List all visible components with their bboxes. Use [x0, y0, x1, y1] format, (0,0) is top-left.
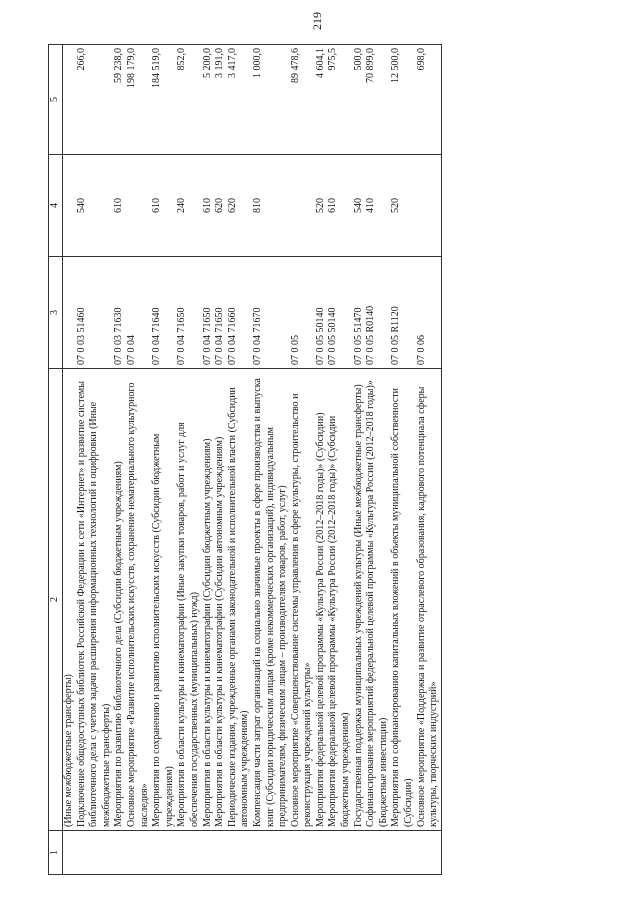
row-sum-cell: 1 000,0	[252, 45, 290, 155]
row-number-cell	[151, 831, 176, 875]
row-vr-cell: 620	[227, 155, 252, 257]
row-name-cell: Основное мероприятие «Совершенствование системы управления в сфере культуры, строительство и реконструкция учреждений культуры»	[290, 369, 315, 831]
row-code-cell: 07 0 05 50140	[327, 257, 352, 369]
row-code-cell: 07 0 04	[126, 257, 151, 369]
row-number-cell	[176, 831, 201, 875]
table-body	[63, 45, 442, 875]
row-sum-cell: 4 604,1	[315, 45, 328, 155]
table-row	[327, 45, 352, 875]
table-row	[227, 45, 252, 875]
table-row	[390, 45, 415, 875]
col-header-5: 5	[49, 45, 63, 155]
row-vr-cell: 410	[365, 155, 390, 257]
row-number-cell	[126, 831, 151, 875]
row-vr-cell	[290, 155, 315, 257]
table-row	[202, 45, 215, 875]
row-number-cell	[290, 831, 315, 875]
row-sum-cell: 198 179,0	[126, 45, 151, 155]
row-code-cell	[63, 257, 76, 369]
row-sum-cell: 266,0	[76, 45, 114, 155]
row-number-cell	[63, 831, 76, 875]
row-code-cell: 07 0 05	[290, 257, 315, 369]
row-sum-cell: 59 238,0	[113, 45, 126, 155]
row-code-cell: 07 0 05 R1120	[390, 257, 415, 369]
row-number-cell	[202, 831, 215, 875]
table-row	[214, 45, 227, 875]
row-sum-cell: 3 417,0	[227, 45, 252, 155]
row-sum-cell: 5 200,0	[202, 45, 215, 155]
row-code-cell: 07 0 04 71670	[252, 257, 290, 369]
row-vr-cell: 610	[327, 155, 352, 257]
row-vr-cell	[63, 155, 76, 257]
row-sum-cell: 70 899,0	[365, 45, 390, 155]
col-header-3: 3	[49, 257, 63, 369]
row-vr-cell: 520	[315, 155, 328, 257]
row-number-cell	[327, 831, 352, 875]
row-code-cell: 07 0 03 51460	[76, 257, 114, 369]
row-number-cell	[252, 831, 290, 875]
row-vr-cell	[416, 155, 442, 257]
row-name-cell: (Иные межбюджетные трансферты)	[63, 369, 76, 831]
row-name-cell: Мероприятия по сохранению и развитию исполнительских искусств (Субсидии бюджетным учреждениям)	[151, 369, 176, 831]
table-row	[365, 45, 390, 875]
row-code-cell: 07 0 04 71650	[176, 257, 201, 369]
row-sum-cell: 12 500,0	[390, 45, 415, 155]
col-header-4: 4	[49, 155, 63, 257]
row-sum-cell	[63, 45, 76, 155]
row-sum-cell: 698,0	[416, 45, 442, 155]
table-row	[416, 45, 442, 875]
row-sum-cell: 89 478,6	[290, 45, 315, 155]
row-number-cell	[365, 831, 390, 875]
table-row	[176, 45, 201, 875]
col-header-1: 1	[49, 831, 63, 875]
row-number-cell	[227, 831, 252, 875]
row-code-cell: 07 0 04 71660	[227, 257, 252, 369]
table-row	[315, 45, 328, 875]
row-vr-cell: 610	[151, 155, 176, 257]
col-header-2: 2	[49, 369, 63, 831]
row-name-cell: Основное мероприятие «Развитие исполнительских искусств, сохранение нематериального культурного наследия»	[126, 369, 151, 831]
row-code-cell: 07 0 04 71650	[202, 257, 215, 369]
row-code-cell: 07 0 03 71630	[113, 257, 126, 369]
row-name-cell: Компенсация части затрат организаций на социально значимые проекты в сфере производства и выпуска книг (Субсидии юридическим лицам (кроме некоммерческих организаций), индивидуальным предпринимателям, физическим лицам – производителям товаров, работ, услуг)	[252, 369, 290, 831]
row-vr-cell: 540	[76, 155, 114, 257]
page-number: 219	[310, 12, 324, 30]
row-number-cell	[214, 831, 227, 875]
row-name-cell: Мероприятия федеральной целевой программы «Культура России (2012–2018 годы)» (Субсидии)	[315, 369, 328, 831]
row-sum-cell: 852,0	[176, 45, 201, 155]
row-vr-cell: 610	[113, 155, 126, 257]
row-code-cell: 07 0 05 50140	[315, 257, 328, 369]
row-number-cell	[76, 831, 114, 875]
row-vr-cell: 610	[202, 155, 215, 257]
row-vr-cell: 540	[353, 155, 366, 257]
row-name-cell: Мероприятия федеральной целевой программы «Культура России (2012–2018 годы)» (Субсидии бюджетным учреждениям)	[327, 369, 352, 831]
row-number-cell	[353, 831, 366, 875]
rotated-budget-table	[48, 45, 588, 875]
row-number-cell	[113, 831, 126, 875]
row-sum-cell: 975,5	[327, 45, 352, 155]
table-row	[126, 45, 151, 875]
row-name-cell: Основное мероприятие «Поддержка и развитие отраслевого образования, кадрового потенциала сферы культуры, творческих индустрий»	[416, 369, 442, 831]
row-sum-cell: 500,0	[353, 45, 366, 155]
row-vr-cell: 620	[214, 155, 227, 257]
budget-table	[48, 44, 442, 875]
table-row	[252, 45, 290, 875]
row-code-cell: 07 0 06	[416, 257, 442, 369]
row-sum-cell: 184 519,0	[151, 45, 176, 155]
row-name-cell: Периодические издания, учрежденные органами законодательной и исполнительной власти (Субсидии автономным учреждениям)	[227, 369, 252, 831]
row-vr-cell: 520	[390, 155, 415, 257]
page-number-wrap	[310, 10, 330, 40]
table-row	[76, 45, 114, 875]
row-name-cell: Государственная поддержка муниципальных учреждений культуры (Иные межбюджетные трансферты)	[353, 369, 366, 831]
row-name-cell: Мероприятия в области культуры и кинематографии (Иные закупки товаров, работ и услуг для обеспечения государственных (муниципальных) нужд)	[176, 369, 201, 831]
row-name-cell: Мероприятия по софинансированию капитальных вложений в объекты муниципальной собственности (Субсидии)	[390, 369, 415, 831]
row-vr-cell: 810	[252, 155, 290, 257]
table-row	[151, 45, 176, 875]
row-code-cell: 07 0 05 R0140	[365, 257, 390, 369]
row-code-cell: 07 0 04 71650	[214, 257, 227, 369]
row-vr-cell	[126, 155, 151, 257]
table-row	[353, 45, 366, 875]
row-vr-cell: 240	[176, 155, 201, 257]
table-row	[290, 45, 315, 875]
table-row	[113, 45, 126, 875]
table-row	[63, 45, 76, 875]
row-name-cell: Мероприятия в области культуры и кинематографии (Субсидии бюджетным учреждениям)	[202, 369, 215, 831]
row-number-cell	[416, 831, 442, 875]
row-number-cell	[315, 831, 328, 875]
row-name-cell: Мероприятия в области культуры и кинематографии (Субсидии автономным учреждениям)	[214, 369, 227, 831]
row-name-cell: Софинансирование мероприятий федеральной целевой программы «Культура России (2012–2018 годы)» (Бюджетные инвестиции)	[365, 369, 390, 831]
header-row	[49, 45, 63, 875]
row-code-cell: 07 0 04 71640	[151, 257, 176, 369]
row-number-cell	[390, 831, 415, 875]
row-name-cell: Подключение общедоступных библиотек Российской Федерации к сети «Интернет» и развитие системы библиотечного дела с учетом задачи расширения информационных технологий и оцифровки (Иные межбюджетные трансферты)	[76, 369, 114, 831]
row-name-cell: Мероприятия по развитию библиотечного дела (Субсидии бюджетным учреждениям)	[113, 369, 126, 831]
row-code-cell: 07 0 05 51470	[353, 257, 366, 369]
row-sum-cell: 3 191,0	[214, 45, 227, 155]
